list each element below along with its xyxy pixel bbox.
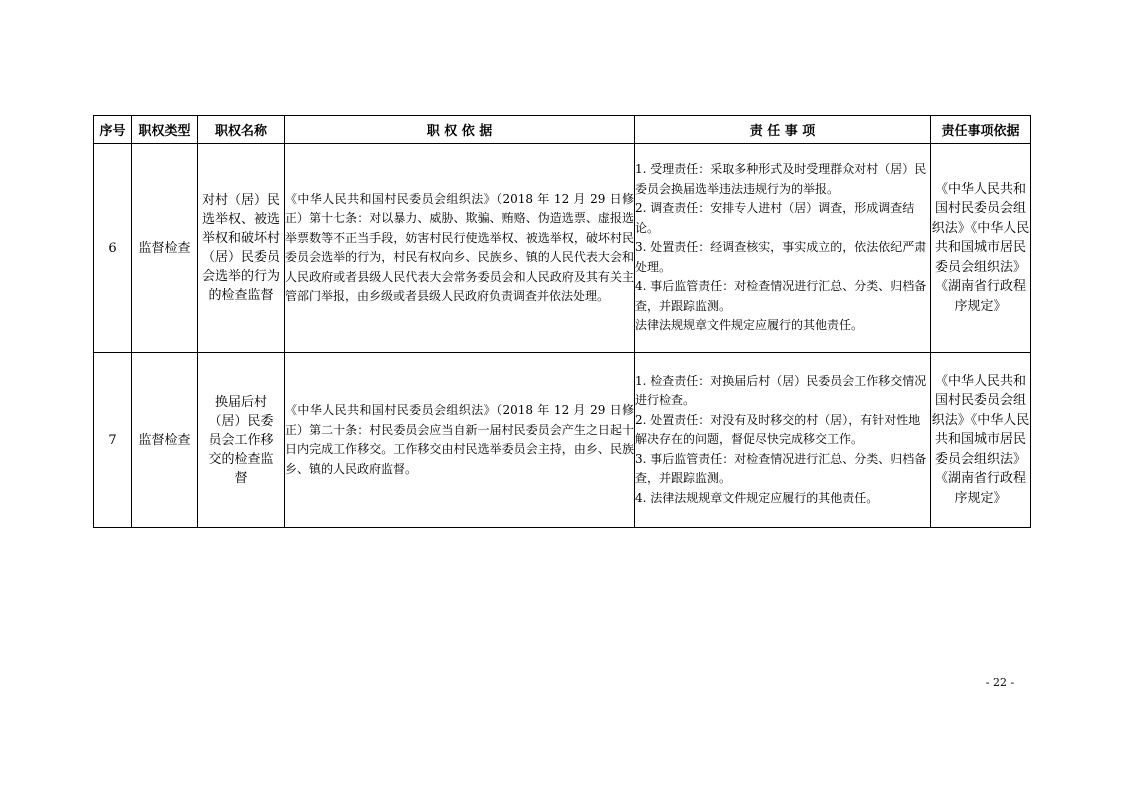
row-name: 换届后村（居）民委员会工作移交的检查监督 bbox=[198, 353, 285, 528]
duty-item: 法律法规规章文件规定应履行的其他责任。 bbox=[635, 318, 864, 333]
table-header-row bbox=[94, 116, 1031, 144]
row-duties bbox=[635, 353, 931, 528]
duty-item: 2. 调查责任：安排专人进村（居）调查，形成调查结论。 bbox=[635, 201, 915, 235]
header-duties: 责 任 事 项 bbox=[635, 116, 931, 144]
row-reference: 《中华人民共和国村民委员会组织法》《中华人民共和国城市居民委员会组织法》《湖南省行政程序规定》 bbox=[931, 144, 1031, 353]
row-reference: 《中华人民共和国村民委员会组织法》《中华人民共和国城市居民委员会组织法》《湖南省行政程序规定》 bbox=[931, 353, 1031, 528]
table-row bbox=[94, 144, 1031, 353]
header-type: 职权类型 bbox=[132, 116, 198, 144]
table-row bbox=[94, 353, 1031, 528]
header-basis: 职 权 依 据 bbox=[285, 116, 635, 144]
duty-table bbox=[93, 115, 1031, 528]
row-basis: 《中华人民共和国村民委员会组织法》（2018 年 12 月 29 日修正）第十七条：对以暴力、威胁、欺骗、贿赂、伪造选票、虚报选举票数等不正当手段，妨害村民行使选举权、被选举权，破坏村民委员会选举的行为，村民有权向乡、民族乡、镇的人民代表大会和人民政府或者县级人民代表大会常务委员会和人民政府及其有关主管部门举报，由乡级或者县级人民政府负责调查并依法处理。 bbox=[285, 144, 635, 353]
row-type: 监督检查 bbox=[132, 353, 198, 528]
row-duties bbox=[635, 144, 931, 353]
row-basis: 《中华人民共和国村民委员会组织法》（2018 年 12 月 29 日修正）第二十条：村民委员会应当自新一届村民委员会产生之日起十日内完成工作移交。工作移交由村民选举委员会主持，由乡、民族乡、镇的人民政府监督。 bbox=[285, 353, 635, 528]
duty-item: 4. 法律法规规章文件规定应履行的其他责任。 bbox=[635, 490, 879, 505]
duty-item: 1. 受理责任：采取多种形式及时受理群众对村（居）民委员会换届选举违法违规行为的举报。 bbox=[635, 162, 927, 196]
header-reference: 责任事项依据 bbox=[931, 116, 1031, 144]
row-type: 监督检查 bbox=[132, 144, 198, 353]
duty-item: 3. 事后监管责任：对检查情况进行汇总、分类、归档备查，并跟踪监测。 bbox=[635, 451, 927, 486]
duty-item: 3. 处置责任：经调查核实，事实成立的，依法依纪严肃处理。 bbox=[635, 240, 927, 274]
row-number: 7 bbox=[94, 353, 132, 528]
page-number: - 22 - bbox=[985, 676, 1015, 689]
row-name: 对村（居）民选举权、被选举权和破坏村（居）民委员会选举的行为的检查监督 bbox=[198, 144, 285, 353]
duty-item: 1. 检查责任：对换届后村（居）民委员会工作移交情况进行检查。 bbox=[635, 373, 927, 408]
header-number: 序号 bbox=[94, 116, 132, 144]
header-name: 职权名称 bbox=[198, 116, 285, 144]
row-number: 6 bbox=[94, 144, 132, 353]
duty-item: 2. 处置责任：对没有及时移交的村（居），有针对性地解决存在的问题，督促尽快完成移交工作。 bbox=[635, 412, 921, 447]
duty-item: 4. 事后监管责任：对检查情况进行汇总、分类、归档备查，并跟踪监测。 bbox=[635, 279, 927, 313]
